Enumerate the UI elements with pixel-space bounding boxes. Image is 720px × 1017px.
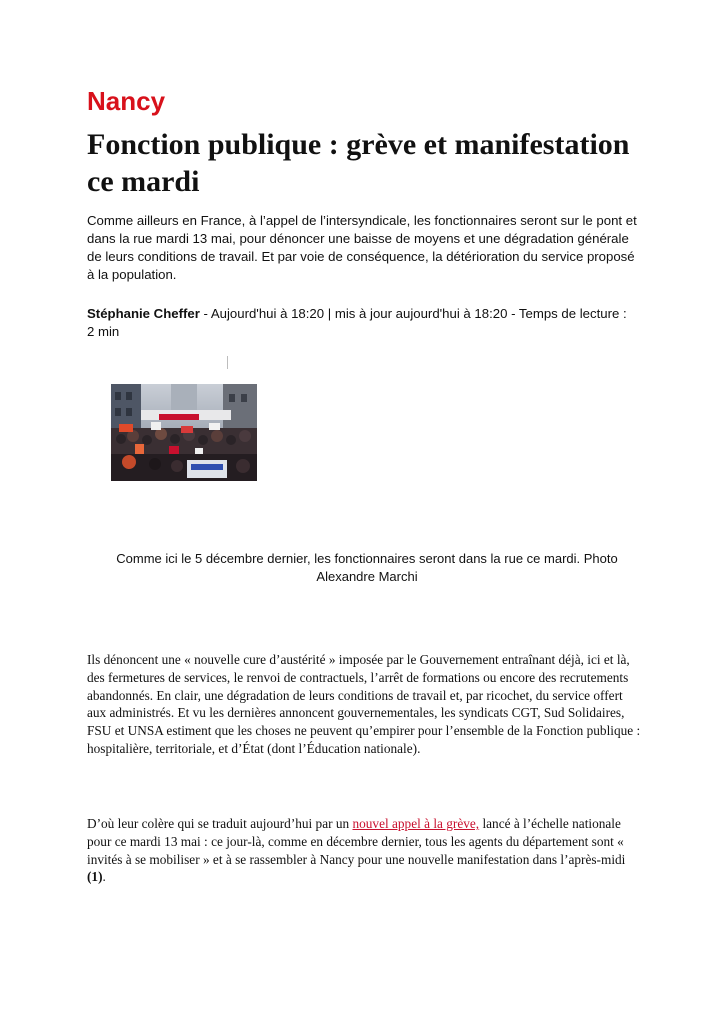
article-paragraph (87, 815, 642, 886)
article-photo[interactable] (111, 384, 257, 481)
footnote-marker: (1) (87, 869, 103, 885)
paragraph-text: D’où leur colère qui se traduit aujourd’hui par un (87, 816, 353, 831)
author-name[interactable]: Stéphanie Cheffer (87, 306, 200, 321)
paragraph-text: . (102, 869, 106, 885)
photo-caption: Comme ici le 5 décembre dernier, les fonctionnaires seront dans la rue ce mardi. Photo Alexandre Marchi (116, 551, 618, 584)
section-label[interactable]: Nancy (87, 86, 166, 116)
byline (87, 305, 637, 341)
article-title: Fonction publique : grève et manifestation ce mardi (87, 128, 630, 198)
demonstration-photo-image (111, 384, 257, 481)
divider-tick (227, 356, 228, 369)
article-lede: Comme ailleurs en France, à l’appel de l’intersyndicale, les fonctionnaires seront sur le pont et dans la rue mardi 13 mai, pour dénoncer une baisse de moyens et une dégradation générale de leurs conditions de travail. Et par voie de conséquence, la détérioration du service proposé à la population. (87, 213, 637, 282)
paragraph-text: lancé à l’échelle nationale pour ce mardi 13 mai : ce jour-là, comme en décembre dernier, tous les agents du département sont « invités à se mobiliser » et à se rassembler à Nancy pour une nouvelle manifestation dans l’après-midi (87, 816, 626, 867)
byline-meta: - Aujourd'hui à 18:20 | mis à jour aujourd'hui à 18:20 - Temps de lecture : 2 min (87, 306, 627, 339)
article-paragraph: Ils dénoncent une « nouvelle cure d’austérité » imposée par le Gouvernement entraînant déjà, ici et là, des fermetures de services, le renvoi de contractuels, l’arrêt de formations ou encore des recrutements abandonnés. En clair, une dégradation de leurs conditions de travail et, par ricochet, du service offert aux administrés. Et vu les dernières annoncent gouvernementales, les syndicats CGT, Sud Solidaires, FSU et UNSA estiment que les choses ne peuvent qu’empirer pour l’ensemble de la Fonction publique : hospitalière, territoriale, et d’État (dont l’Éducation nationale). (87, 652, 641, 756)
strike-call-link[interactable]: nouvel appel à la grève, (352, 816, 480, 831)
